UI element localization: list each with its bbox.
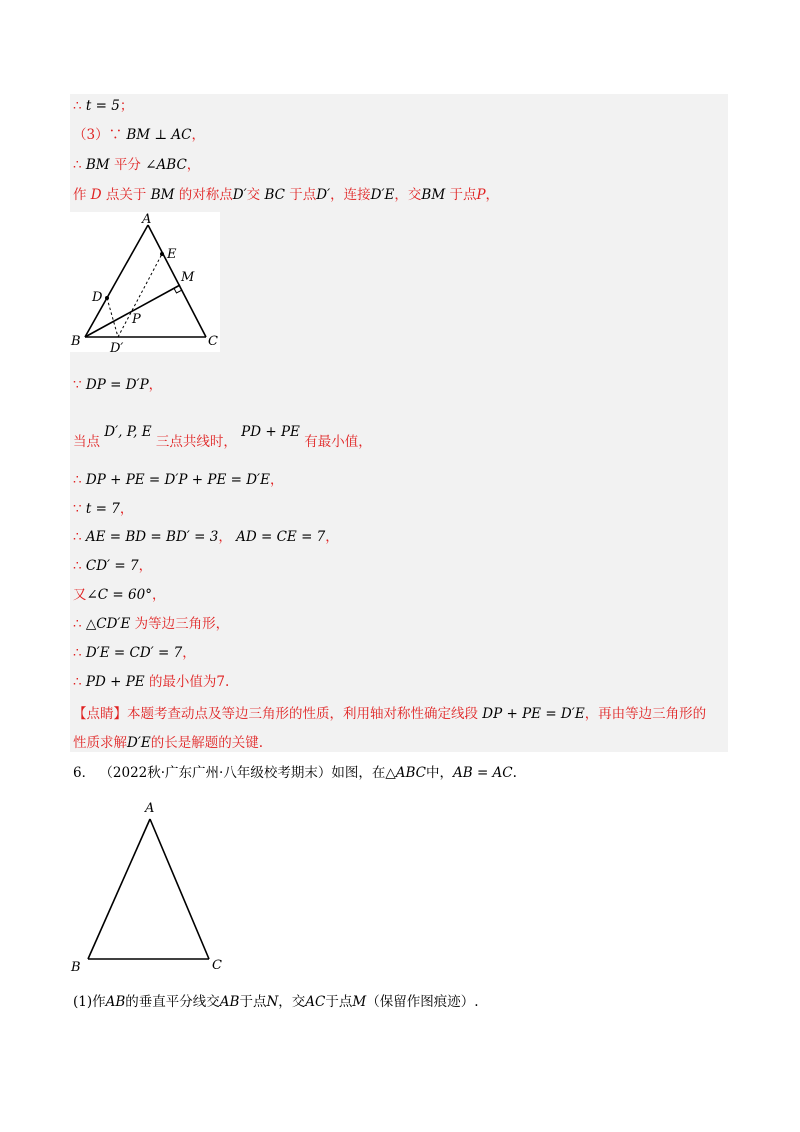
side-ac <box>148 225 206 337</box>
text: 平分 <box>113 157 141 173</box>
solution-line-4 <box>73 185 499 205</box>
solution-line-3 <box>73 155 200 175</box>
math-expression: AB <box>105 994 126 1010</box>
figure-isosceles-triangle <box>65 795 235 975</box>
text: 性质求解 <box>73 735 127 751</box>
math-expression: AB = AC <box>452 765 513 781</box>
text: ，交 <box>278 994 306 1010</box>
therefore-symbol: ∴ <box>73 558 82 574</box>
text: 作 <box>73 187 87 203</box>
insight-line-1 <box>73 704 706 724</box>
label-c: C <box>212 958 222 973</box>
math-expression: BM ⊥ AC <box>126 127 192 143</box>
punctuation: ， <box>269 472 284 488</box>
label-b: B <box>71 960 81 975</box>
question-number: 6． <box>73 765 96 781</box>
math-expression: D <box>90 187 102 203</box>
label-d-prime: D′ <box>110 341 124 352</box>
math-expression: AE = BD = BD′ = 3 <box>85 529 219 545</box>
math-expression: D′ <box>232 187 247 203</box>
text: 当点 <box>73 434 100 450</box>
math-expression: BM <box>85 157 110 173</box>
text: 于点 <box>449 187 477 203</box>
math-expression: BC <box>264 187 285 203</box>
point-e <box>160 252 164 256</box>
math-expression: D′ <box>316 187 331 203</box>
punctuation: ， <box>182 645 196 661</box>
question-source: （2022秋·广东广州·八年级校考期末）如图，在 <box>99 765 386 781</box>
therefore-symbol: ∴ <box>73 98 82 114</box>
math-expression: △ABC <box>385 765 426 781</box>
text: 为等边三角形， <box>134 616 230 632</box>
solution-line-12 <box>73 614 229 634</box>
math-expression: DP + PE = D′P + PE = D′E <box>85 472 270 488</box>
therefore-symbol: ∴ <box>73 674 82 690</box>
solution-line-1 <box>73 96 133 116</box>
segment-d-dprime <box>107 298 118 337</box>
label-m: M <box>181 270 195 285</box>
solution-line-11 <box>73 585 165 605</box>
math-expression: CD′ = 7 <box>85 558 139 574</box>
text: 有最小值， <box>304 434 372 450</box>
solution-line-9 <box>73 527 339 547</box>
figure-triangle-construction <box>70 212 220 352</box>
math-expression: DP + PE = D′E <box>482 706 585 722</box>
therefore-symbol: ∴ <box>73 645 82 661</box>
solution-line-6 <box>73 422 372 450</box>
math-expression: AD = CE = 7 <box>236 529 326 545</box>
question-6-part-1 <box>73 992 479 1012</box>
math-expression: N <box>266 994 279 1010</box>
text: 于点 <box>239 994 267 1010</box>
text: （保留作图痕迹）. <box>366 994 479 1010</box>
text: ，交 <box>394 187 422 203</box>
text: ，再由等边三角形的 <box>584 706 707 722</box>
label-p: P <box>132 312 141 327</box>
side-ac <box>150 819 209 959</box>
label-a: A <box>142 212 152 227</box>
math-expression: AB <box>219 994 240 1010</box>
math-expression: D′E <box>370 187 395 203</box>
text: 中， <box>425 765 453 781</box>
side-ab <box>88 819 150 959</box>
text: 的对称点 <box>178 187 233 203</box>
insight-line-2 <box>73 733 263 753</box>
math-expression: P <box>476 187 486 203</box>
punctuation: . <box>512 765 517 781</box>
because-symbol: ∵ <box>73 377 82 393</box>
text: 又 <box>73 587 87 603</box>
text: 于点 <box>325 994 353 1010</box>
label-a: A <box>145 801 155 816</box>
solution-line-14 <box>73 672 229 692</box>
text: 的最小值为7. <box>148 674 230 690</box>
therefore-symbol: ∴ <box>73 529 82 545</box>
solution-line-2 <box>73 125 205 145</box>
solution-line-5 <box>73 375 162 395</box>
step-label: （3） <box>73 127 109 143</box>
point-d <box>105 296 109 300</box>
figure-1-svg <box>70 212 220 352</box>
text: ，连接 <box>330 187 371 203</box>
punctuation: ， <box>151 587 166 603</box>
punctuation: ， <box>191 127 205 143</box>
punctuation: ， <box>138 558 153 574</box>
text: 的垂直平分线交 <box>125 994 220 1010</box>
punctuation: ， <box>119 501 134 517</box>
math-expression: DP = D′P <box>85 377 149 393</box>
therefore-symbol: ∴ <box>73 472 82 488</box>
question-6-stem <box>73 763 517 783</box>
text: 【点睛】本题考查动点及等边三角形的性质，利用轴对称性确定线段 <box>73 706 478 722</box>
text: 的长是解题的关键. <box>150 735 264 751</box>
label-c: C <box>208 334 218 349</box>
because-symbol: ∵ <box>108 127 123 143</box>
math-expression: BM <box>150 187 175 203</box>
text: 交 <box>246 187 261 203</box>
text: ， <box>485 187 500 203</box>
math-expression: ∠ABC <box>145 157 187 173</box>
math-expression: M <box>352 994 367 1010</box>
math-expression: PD + PE <box>85 674 145 690</box>
punctuation: ， <box>148 377 163 393</box>
label-d: D <box>92 290 103 305</box>
text: 于点 <box>289 187 317 203</box>
math-expression: BM <box>421 187 446 203</box>
math-expression: PD + PE <box>241 424 300 440</box>
therefore-symbol: ∴ <box>73 157 82 173</box>
figure-2-svg <box>65 795 235 975</box>
punctuation: ， <box>325 529 339 545</box>
math-expression: D′E <box>127 735 151 751</box>
math-expression: AC <box>305 994 326 1010</box>
punctuation: ， <box>186 157 201 173</box>
math-expression: D′E = CD′ = 7 <box>85 645 183 661</box>
text: 三点共线时， <box>155 434 237 450</box>
label-e: E <box>167 247 177 262</box>
solution-line-13 <box>73 643 196 663</box>
therefore-symbol: ∴ <box>73 616 82 632</box>
punctuation: ； <box>119 98 134 114</box>
solution-line-7 <box>73 470 283 490</box>
solution-line-10 <box>73 556 152 576</box>
math-expression: ∠C = 60° <box>86 587 152 603</box>
math-expression: t = 5 <box>85 98 120 114</box>
math-expression: D′, P, E <box>104 424 152 440</box>
text: 点关于 <box>105 187 147 203</box>
solution-line-8 <box>73 499 133 519</box>
text: (1)作 <box>73 994 106 1010</box>
math-expression: t = 7 <box>85 501 120 517</box>
because-symbol: ∵ <box>73 501 82 517</box>
label-b: B <box>71 334 81 349</box>
punctuation: ， <box>218 529 232 545</box>
math-expression: △CD′E <box>85 616 131 632</box>
